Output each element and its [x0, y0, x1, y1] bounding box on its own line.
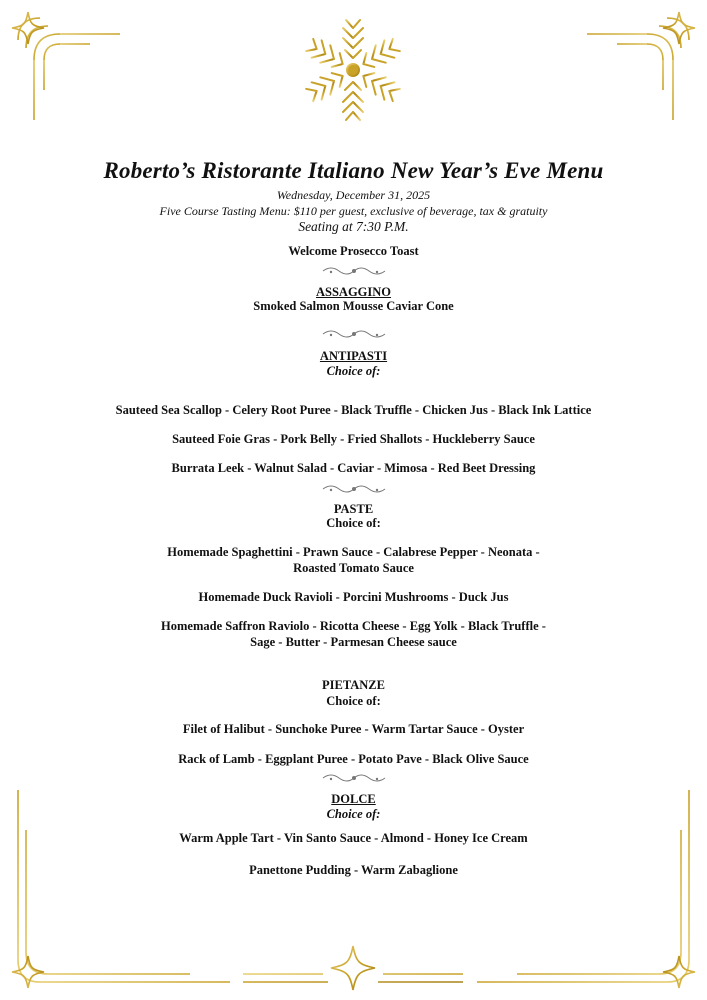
section-heading-antipasti: ANTIPASTI — [319, 349, 388, 363]
menu-item: Sauteed Sea Scallop - Celery Root Puree - Black Truffle - Chicken Jus - Black Ink Lattice — [115, 403, 592, 417]
section-heading-assaggino: ASSAGGINO — [315, 285, 392, 299]
menu-item-continued: Roasted Tomato Sauce — [293, 561, 414, 575]
menu-item: Sauteed Foie Gras - Pork Belly - Fried Shallots - Huckleberry Sauce — [172, 432, 535, 446]
scroll-ornament-icon — [321, 328, 387, 340]
menu-title: Roberto’s Ristorante Italiano New Year’s Eve Menu — [103, 158, 604, 183]
choice-label: Choice of: — [326, 807, 381, 821]
seating-time: Seating at 7:30 P.M. — [298, 219, 409, 234]
menu-item: Smoked Salmon Mousse Caviar Cone — [253, 299, 454, 313]
menu-item: Warm Apple Tart - Vin Santo Sauce - Almond - Honey Ice Cream — [179, 831, 528, 845]
snowflake-icon — [298, 12, 408, 128]
section-heading-pietanze: PIETANZE — [322, 678, 385, 692]
scroll-ornament-icon — [321, 265, 387, 277]
scroll-ornament-icon — [321, 483, 387, 495]
event-date: Wednesday, December 31, 2025 — [276, 188, 431, 202]
menu-item: Homemade Duck Ravioli - Porcini Mushrooms - Duck Jus — [198, 590, 509, 604]
section-heading-paste: PASTE — [333, 502, 374, 516]
menu-item: Filet of Halibut - Sunchoke Puree - Warm Tartar Sauce - Oyster — [182, 722, 525, 736]
welcome-toast: Welcome Prosecco Toast — [288, 244, 419, 258]
pricing-note: Five Course Tasting Menu: $110 per guest, exclusive of beverage, tax & gratuity — [159, 204, 548, 218]
menu-item-continued: Sage - Butter - Parmesan Cheese sauce — [250, 635, 457, 649]
section-heading-dolce: DOLCE — [331, 792, 376, 806]
choice-label: Choice of: — [326, 364, 381, 378]
star-icon — [243, 946, 463, 990]
corner-frame-icon — [12, 12, 195, 215]
scroll-ornament-icon — [321, 772, 387, 784]
corner-frame-icon — [512, 12, 695, 215]
choice-label: Choice of: — [326, 694, 381, 708]
menu-item: Burrata Leek - Walnut Salad - Caviar - Mimosa - Red Beet Dressing — [171, 461, 536, 475]
menu-item: Panettone Pudding - Warm Zabaglione — [249, 863, 458, 877]
choice-label: Choice of: — [326, 516, 381, 530]
menu-item: Homemade Spaghettini - Prawn Sauce - Calabrese Pepper - Neonata - — [167, 545, 540, 559]
menu-item: Homemade Saffron Raviolo - Ricotta Cheese - Egg Yolk - Black Truffle - — [161, 619, 546, 633]
menu-item: Rack of Lamb - Eggplant Puree - Potato Pave - Black Olive Sauce — [178, 752, 529, 766]
